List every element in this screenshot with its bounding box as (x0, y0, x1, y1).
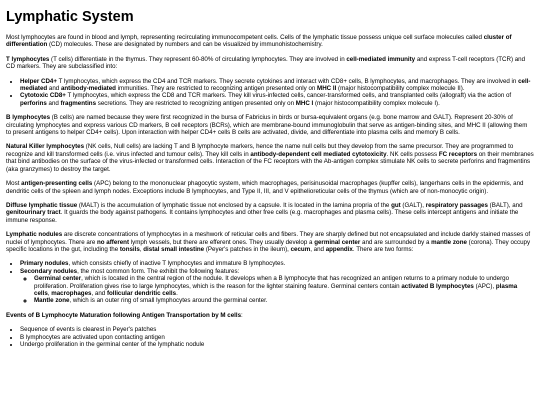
nk-cells-paragraph: Natural Killer lymphocytes (NK cells, Null cells) are lacking T and B lymphocyte markers, hence the name null cells but they develop from the same precursor. They are programmed to recognize and kill transformed cells (i.e. virus infected and tumour cells). They kill cells in antibody-dependent cell mediated cytotoxicity. NK cells possess FC receptors on their membranes that bind antibodies on the surface of the virus-infected or transformed cells. Interaction of the FC receptors with the Ab-antigen complex stimulate NK cells to secrete perforins and fragmentins (aka granzymes) to destroy the target. (6, 143, 534, 173)
events-list (6, 326, 534, 348)
apc-paragraph: Most antigen-presenting cells (APC) belong to the mononuclear phagocytic system, which macrophages, perisinusoidal macrophages (kupffer cells), langerhans cells in the epidermis, and dendritic cells of the spleen and lymph nodes. Exceptions include B lymphocytes, and Type II, III, and V epithelioreticular cells of the thymus (which are of non-monocytic origin). (6, 180, 524, 195)
malt-paragraph: Diffuse lymphatic tissue (MALT) is the accumulation of lymphatic tissue not enclosed by a capsule. It is located in the lamina propria of the gut (GALT), respiratory passages (BALT), and genitourinary tract. It guards the body against pathogens. It contains lymphocytes and other free cells (e.g. macrophages and plasma cells). These cells intercept antigens and initiate the immune response. (6, 201, 523, 224)
list-item-mantle-zone: ◦ Mantle zone, which is an outer ring of small lymphocytes around the germinal center. (34, 297, 534, 304)
b-lymphocytes-paragraph: B lymphocytes (B cells) are named because they were first recognized in the bursa of Fabricius in birds or bursa-equivalent organs (e.g. bone marrow and GALT). Represent 20-30% of circulating lymphocytes and express various CD markers, B cell receptors (BCRs), which are membrane-bound immunoglobulin that serve as antigen-binding sites, and MHC II (allowing them to present antigens to helper CD4+ cells). Upon interaction with helper CD4+ cells B cells are activated, divide, and differentiate into plasma cells and memory B cells. (6, 114, 528, 137)
events-heading: Events of B Lymphocyte Maturation following Antigen Transportation by M cells: (6, 311, 243, 319)
nodule-forms-list (6, 260, 534, 304)
list-item-primary-nodules: • Primary nodules, which consists chiefly of inactive T lymphocytes and immature B lymphocytes. (20, 260, 534, 267)
secondary-nodules-text: Secondary nodules, the most common form. The exhibit the following features: (20, 267, 240, 275)
t-cell-subtypes-list (6, 78, 534, 108)
list-item-cytotoxic-cd8: • Cytotoxic CD8+ T lymphocytes, which express the CD8 and TCR markers. They kill virus-infected cells, cancer-transformed cells, and transplanted cells (allograft) via the action of perforins and fragmentins secretions. They are restricted to recognizing antigen presented only on MHC I (major histocompatibility complex molecule I). (20, 92, 534, 107)
list-item-event: • B lymphocytes are activated upon contacting antigen (20, 334, 534, 341)
list-item-event: • Undergo proliferation in the germinal center of the lymphatic nodule (20, 341, 534, 348)
lymphatic-nodules-paragraph: Lymphatic nodules are discrete concentrations of lymphocytes in a meshwork of reticular cells and fibers. They are sharply defined but not encapsulated and include darkly stained masses of nuclei of lymphocytes. There are no afferent lymph vessels, but there are efferent ones. They usually develop a germinal center and are surrounded by a mantle zone (corona). They occupy specific locations in the gut, including the tonsils, distal small intestine (Peyer's patches in the ileum), cecum, and appendix. There are two forms: (6, 231, 531, 253)
list-item-event: • Sequence of events is clearest in Peyer's patches (20, 326, 534, 333)
t-lymphocytes-paragraph: T lymphocytes (T cells) differentiate in the thymus. They represent 60-80% of circulating lymphocytes. They are involved in cell-mediated immunity and express T-cell receptors (TCR) and CD markers. They are subclassified into: (6, 55, 526, 71)
secondary-features-list (20, 275, 534, 305)
list-item-germinal-center: ◦ Germinal center, which is located in the central region of the nodule. It develops when a B lymphocyte that has recognized an antigen returns to a primary nodule to undergo proliferation. Proliferation gives rise to large lymphocytes, which is the reason for the lighter staining feature. Germinal centers contain activated B lymphocytes (APC), plasma cells, macrophages, and follicular dendritic cells. (34, 275, 534, 297)
page-title: Lymphatic System (6, 9, 134, 25)
intro-paragraph: Most lymphocytes are found in blood and lymph, representing recirculating immunocompetent cells. Cells of the lymphatic tissue possess unique cell surface molecules called cluster of differentiation (CD) molecules. These are designated by numbers and can be visualized by immunohistochemistry. (6, 34, 512, 49)
list-item-helper-cd4: • Helper CD4+ T lymphocytes, which express the CD4 and TCR markers. They secrete cytokines and interact with CD8+ cells, B lymphocytes, and macrophages. They are involved in cell-mediated and antibody-mediated immunities. They are restricted to recognizing antigen presented only on MHC II (major histocompatibility complex molecule II). (20, 78, 534, 93)
list-item-secondary-nodules (20, 268, 534, 305)
